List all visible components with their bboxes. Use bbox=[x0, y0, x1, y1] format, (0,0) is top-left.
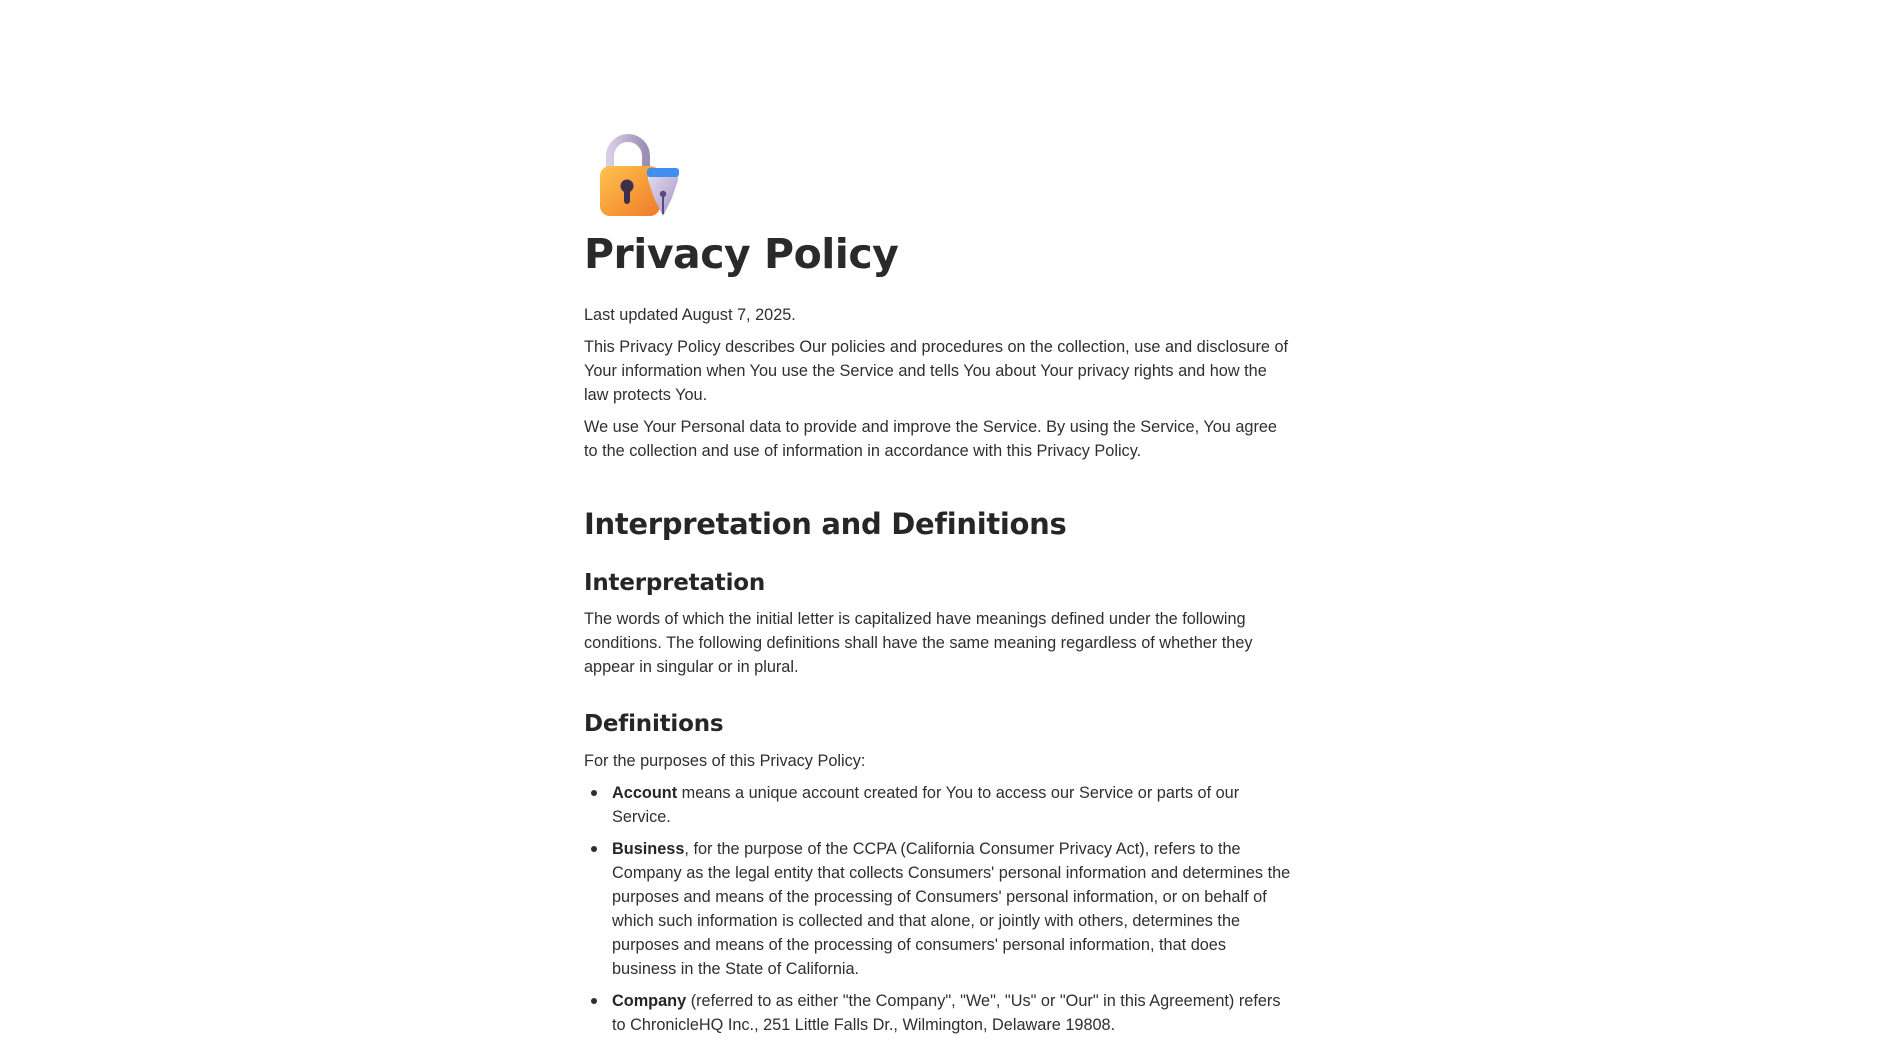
bullet-icon bbox=[591, 846, 597, 852]
document-page bbox=[584, 134, 1294, 1045]
bullet-icon bbox=[591, 790, 597, 796]
page-title: Privacy Policy bbox=[584, 230, 899, 278]
list-item bbox=[612, 837, 1294, 981]
definition-text: (referred to as either "the Company", "We", "Us" or "Our" in this Agreement) refers to ChronicleHQ Inc., 251 Little Falls Dr., Wilmington, Delaware 19808. bbox=[612, 992, 1281, 1035]
definitions-list bbox=[584, 781, 1294, 1037]
interpretation-paragraph: The words of which the initial letter is capitalized have meanings defined under the following conditions. The following definitions shall have the same meaning regardless of whether they appear in singular or in plural. bbox=[584, 610, 1253, 677]
intro-paragraph: We use Your Personal data to provide and improve the Service. By using the Service, You agree to the collection and use of information in accordance with this Privacy Policy. bbox=[584, 418, 1277, 461]
definition-term: Account bbox=[612, 784, 678, 803]
section-heading-interpretation-definitions: Interpretation and Definitions bbox=[584, 507, 1067, 542]
list-item bbox=[612, 989, 1294, 1037]
last-updated: Last updated August 7, 2025. bbox=[584, 306, 796, 325]
subheading-interpretation: Interpretation bbox=[584, 569, 766, 596]
definition-term: Company bbox=[612, 992, 687, 1011]
bullet-icon bbox=[591, 998, 597, 1004]
definition-text: , for the purpose of the CCPA (California Consumer Privacy Act), refers to the Company as the legal entity that collects Consumers' personal information and determines the purposes and means of the processing of Consumers' personal information, or on behalf of which such information is collected and that alone, or jointly with others, determines the purposes and means of the processing of consumers' personal information, that does business in the State of California. bbox=[612, 840, 1291, 979]
list-item bbox=[612, 781, 1294, 829]
definition-text: means a unique account created for You to access our Service or parts of our Service. bbox=[612, 784, 1240, 827]
locked-with-pen-icon[interactable] bbox=[596, 134, 680, 220]
definitions-intro: For the purposes of this Privacy Policy: bbox=[584, 752, 866, 771]
definition-term: Business bbox=[612, 840, 685, 859]
intro-paragraph: This Privacy Policy describes Our policies and procedures on the collection, use and disclosure of Your information when You use the Service and tells You about Your privacy rights and how the law protects You. bbox=[584, 338, 1289, 405]
subheading-definitions: Definitions bbox=[584, 711, 724, 738]
